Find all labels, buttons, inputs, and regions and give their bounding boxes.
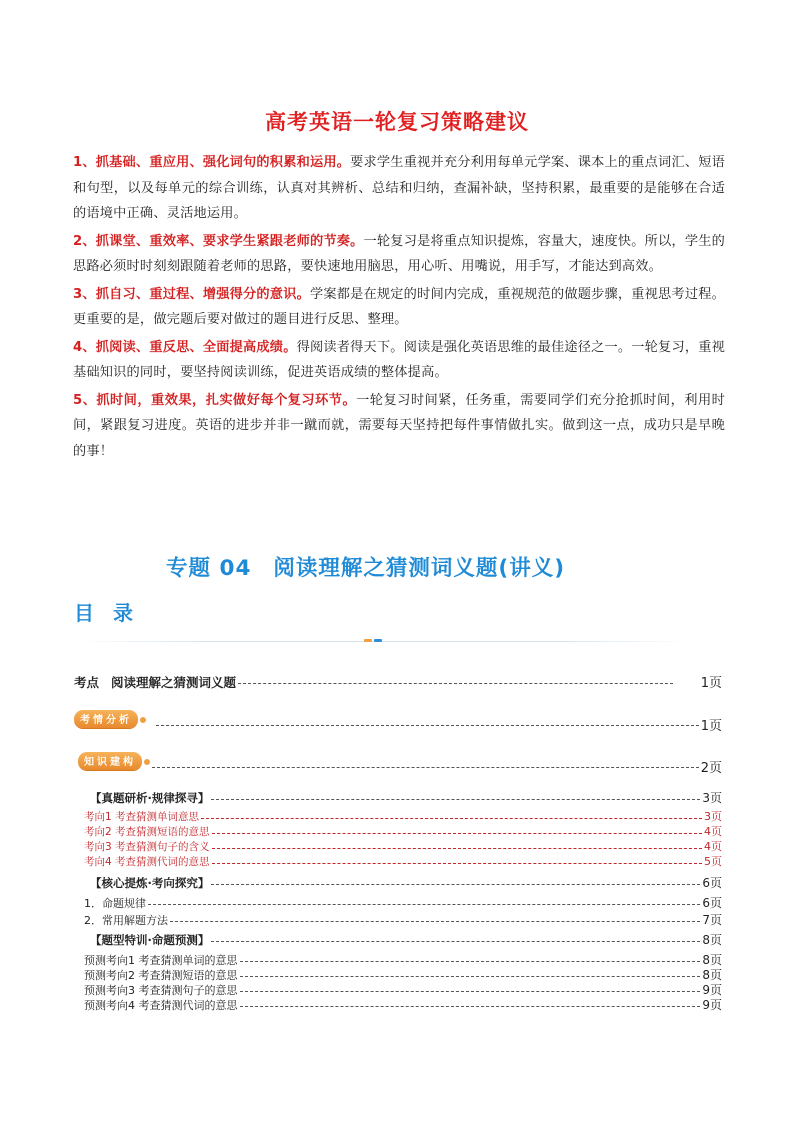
- page-title: 高考英语一轮复习策略建议: [265, 110, 529, 134]
- toc-item[interactable]: 1．命题规律 6页: [84, 896, 722, 910]
- toc-tag-entry[interactable]: [78, 750, 722, 777]
- toc-page-number: 1页: [700, 676, 722, 691]
- toc-item[interactable]: 预测考向2 考查猜测短语的意思 8页: [84, 968, 722, 982]
- section-title: [166, 551, 565, 582]
- toc-item[interactable]: 预测考向3 考查猜测句子的意思 9页: [84, 983, 722, 997]
- dot-leader: [201, 818, 702, 819]
- toc-section-entry[interactable]: [90, 874, 722, 891]
- dot-leader: [240, 991, 701, 992]
- toc-page-number: 1页: [700, 719, 722, 735]
- toc-item[interactable]: 考向3 考查猜测句子的含义 4页: [84, 840, 722, 853]
- advice-highlight: 2、抓课堂、重效率、要求学生紧跟老师的节奏。: [73, 233, 364, 249]
- section-name: 阅读理解之猜测词义题(讲义): [273, 556, 566, 581]
- advice-highlight: 3、抓自习、重过程、增强得分的意识。: [73, 286, 310, 302]
- advice-item: [73, 335, 725, 386]
- advice-item: [73, 229, 725, 280]
- toc-main-label: 阅读理解之猜测词义题: [111, 674, 237, 690]
- toc-heading: 目 录: [74, 601, 139, 625]
- advice-text: 一轮复习时间紧，任务重，需要同学们充分抢抓时间，利用时间，紧跟复习进度。英语的进步并非一蹴而就，需要每天坚持把每件事情做扎实。做到这一点，成功只是早晚的事！: [73, 392, 726, 459]
- dot-leader: [152, 767, 699, 768]
- toc-page-number: 2页: [700, 761, 722, 777]
- dot-leader: [170, 921, 700, 922]
- advice-text: 一轮复习是将重点知识提炼，容量大，速度快。所以，学生的思路必须时时刻刻跟随着老师的思路，要快速地用脑思，用心听、用嘴说，用手写，才能达到高效。: [73, 233, 725, 274]
- dot-leader: [156, 725, 699, 726]
- toc-section-entry[interactable]: [90, 789, 722, 806]
- advice-highlight: 5、抓时间，重效果，扎实做好每个复习环节。: [73, 392, 357, 408]
- toc-section-entry[interactable]: [90, 931, 722, 948]
- toc-item[interactable]: 预测考向1 考查猜测单词的意思 8页: [84, 953, 722, 967]
- dot-leader: [240, 1006, 701, 1007]
- dot-leader: [240, 961, 701, 962]
- toc-main-entry[interactable]: [74, 672, 722, 691]
- dot-leader: [212, 863, 702, 864]
- toc-item[interactable]: 考向2 考查猜测短语的意思 4页: [84, 825, 722, 838]
- advice-item: [73, 282, 725, 333]
- toc-item[interactable]: 预测考向4 考查猜测代词的意思 9页: [84, 998, 722, 1012]
- dot-leader: [211, 884, 700, 885]
- toc-page-number: 6页: [702, 876, 722, 890]
- dot-leader: [148, 904, 700, 905]
- advice-text: 要求学生重视并充分利用每单元学案、课本上的重点词汇、短语和句型，以及每单元的综合训练，认真对其辨析、总结和归纳，查漏补缺，坚持积累，最重要的是能够在合适的语境中正确、灵活地运用。: [73, 155, 725, 221]
- dot-leader: [211, 941, 700, 942]
- advice-list: [73, 150, 725, 466]
- advice-highlight: 4、抓阅读、重反思、全面提高成绩。: [73, 339, 297, 355]
- toc-page-number: 8页: [702, 933, 722, 947]
- dot-leader: [212, 848, 702, 849]
- tag-badge-knowledge: 知识建构: [78, 752, 142, 770]
- advice-item: [73, 150, 725, 227]
- toc-section-label: 【题型特训·命题预测】: [90, 932, 210, 947]
- toc-item[interactable]: 2．常用解题方法 7页: [84, 913, 722, 927]
- tag-dot-icon: [144, 759, 150, 765]
- toc-tag-entry[interactable]: [74, 708, 722, 735]
- dot-leader: [212, 833, 702, 834]
- dot-leader: [240, 976, 701, 977]
- dot-leader: [211, 799, 700, 800]
- divider-ornament: [364, 638, 390, 644]
- toc-main-prefix: 考点: [74, 674, 100, 690]
- dot-leader: [238, 683, 673, 684]
- toc-page-number: 3页: [702, 791, 722, 805]
- toc-item[interactable]: 考向1 考查猜测单词意思 3页: [84, 810, 722, 823]
- advice-item: [73, 388, 725, 465]
- toc-item[interactable]: 考向4 考查猜测代词的意思 5页: [84, 855, 722, 868]
- advice-highlight: 1、抓基础、重应用、强化词句的积累和运用。: [73, 155, 351, 170]
- toc-section-label: 【真题研析·规律探寻】: [90, 790, 210, 805]
- advice-text: 得阅读者得天下。阅读是强化英语思维的最佳途径之一。一轮复习，重视基础知识的同时，要坚持阅读训练，促进英语成绩的整体提高。: [73, 339, 726, 380]
- toc-section-label: 【核心提炼·考向探究】: [90, 875, 210, 890]
- section-number: 专题 04: [166, 556, 252, 581]
- tag-badge-analysis: 考情分析: [74, 710, 138, 728]
- tag-dot-icon: [140, 717, 146, 723]
- advice-text: 学案都是在规定的时间内完成，重视规范的做题步骤，重视思考过程。更重要的是，做完题后要对做过的题目进行反思、整理。: [73, 286, 725, 327]
